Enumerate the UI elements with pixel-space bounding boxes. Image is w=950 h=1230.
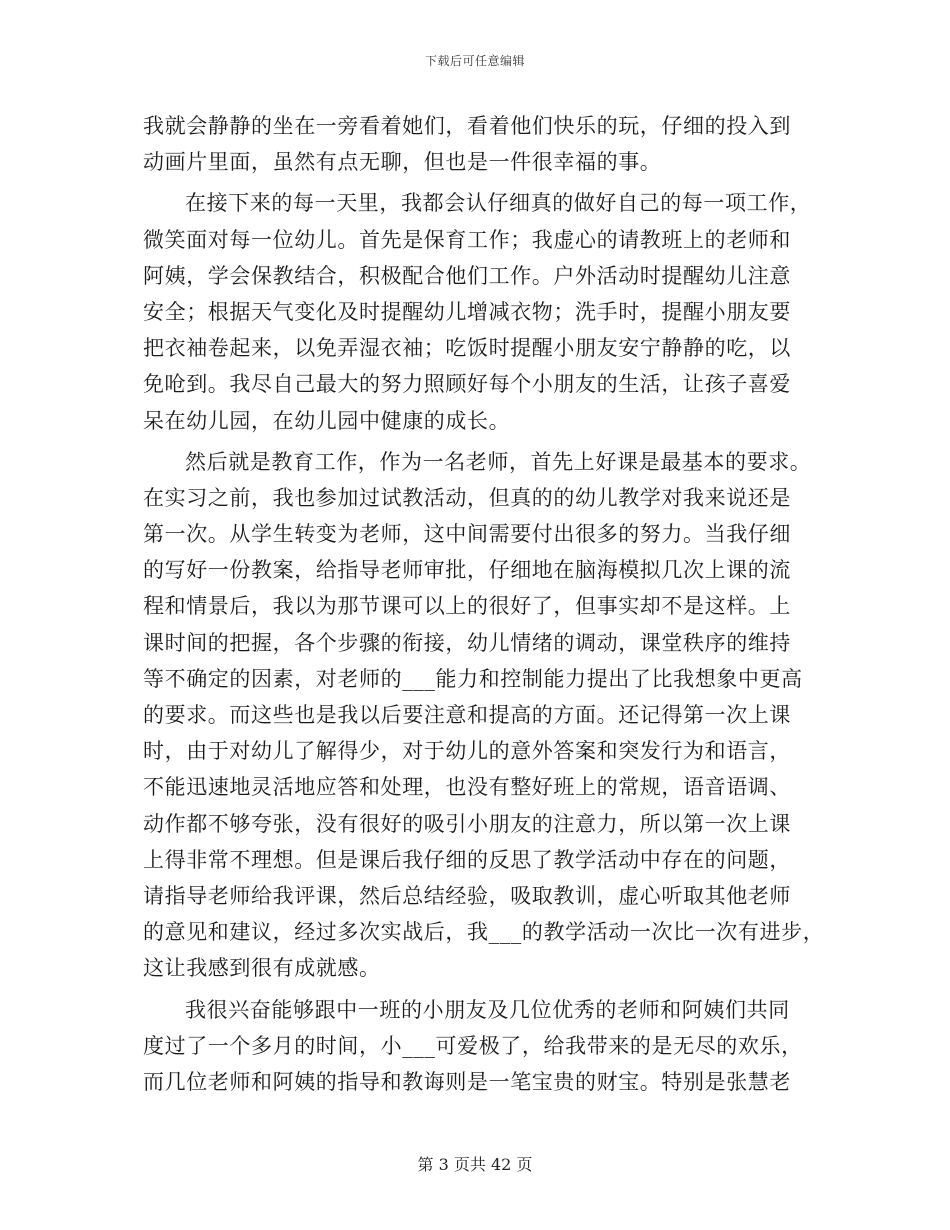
text-line: 我就会静静的坐在一旁看着她们，看着他们快乐的玩，仔细的投入到 — [143, 114, 791, 138]
text-line: 动作都不够夸张，没有很好的吸引小朋友的注意力，所以第一次上课 — [143, 811, 791, 836]
text-line: 阿姨，学会保教结合，积极配合他们工作。户外活动时提醒幼儿注意 — [143, 263, 791, 288]
text-line: 微笑面对每一位幼儿。首先是保育工作；我虚心的请教班上的老师和 — [143, 227, 791, 252]
text-line: 请指导老师给我评课，然后总结经验，吸取教训，虚心听取其他老师 — [143, 883, 791, 908]
text-line: 呆在幼儿园，在幼儿园中健康的成长。 — [143, 408, 511, 433]
text-line: 不能迅速地灵活地应答和处理，也没有整好班上的常规，语音语调、 — [143, 775, 791, 800]
text-line: 等不确定的因素，对老师的___能力和控制能力提出了比我想象中更高 — [143, 666, 803, 691]
page-header: 下载后可任意编辑 — [424, 54, 525, 68]
text-line: 的意见和建议，经过多次实战后，我___的教学活动一次比一次有进步， — [143, 920, 825, 945]
text-line: 程和情景后，我以为那节课可以上的很好了，但事实却不是这样。上 — [143, 594, 791, 619]
text-line: 这让我感到很有成就感。 — [143, 956, 381, 981]
page-number-footer: 第 3 页共 42 页 — [417, 1155, 533, 1174]
text-line: 动画片里面，虽然有点无聊，但也是一件很幸福的事。 — [143, 150, 662, 175]
paragraph-3 — [143, 444, 825, 987]
text-line: 在实习之前，我也参加过试教活动，但真的的幼儿教学对我来说还是 — [143, 485, 791, 510]
paragraph-1 — [143, 108, 810, 180]
text-line: 课时间的把握，各个步骤的衔接，幼儿情绪的调动，课堂秩序的维持 — [143, 630, 791, 655]
document-body — [143, 108, 825, 1100]
paragraph-4 — [143, 992, 810, 1101]
text-line: 安全；根据天气变化及时提醒幼儿增减衣物；洗手时，提醒小朋友要 — [143, 299, 791, 324]
text-line: 上得非常不理想。但是课后我仔细的反思了教学活动中存在的问题， — [143, 847, 791, 872]
text-line: 然后就是教育工作，作为一名老师，首先上好课是最基本的要求。 — [185, 449, 812, 474]
text-line: 而几位老师和阿姨的指导和教诲则是一笔宝贵的财宝。特别是张慧老 — [143, 1069, 791, 1094]
text-line: 的要求。而这些也是我以后要注意和提高的方面。还记得第一次上课 — [143, 703, 791, 727]
text-line: 第一次。从学生转变为老师，这中间需要付出很多的努力。当我仔细 — [143, 522, 791, 547]
text-line: 时，由于对幼儿了解得少，对于幼儿的意外答案和突发行为和语言， — [143, 739, 791, 764]
text-line: 我很兴奋能够跟中一班的小朋友及几位优秀的老师和阿姨们共同 — [185, 997, 790, 1022]
text-line: 度过了一个多月的时间，小___可爱极了，给我带来的是无尽的欢乐， — [143, 1033, 803, 1058]
text-line: 把衣袖卷起来，以免弄湿衣袖；吃饭时提醒小朋友安宁静静的吃，以 — [143, 336, 791, 361]
paragraph-2 — [143, 185, 810, 438]
text-line: 免呛到。我尽自己最大的努力照顾好每个小朋友的生活，让孩子喜爱 — [143, 372, 791, 397]
text-line: 在接下来的每一天里，我都会认仔细真的做好自己的每一项工作， — [185, 191, 812, 216]
text-line: 的写好一份教案，给指导老师审批，仔细地在脑海模拟几次上课的流 — [143, 558, 791, 583]
